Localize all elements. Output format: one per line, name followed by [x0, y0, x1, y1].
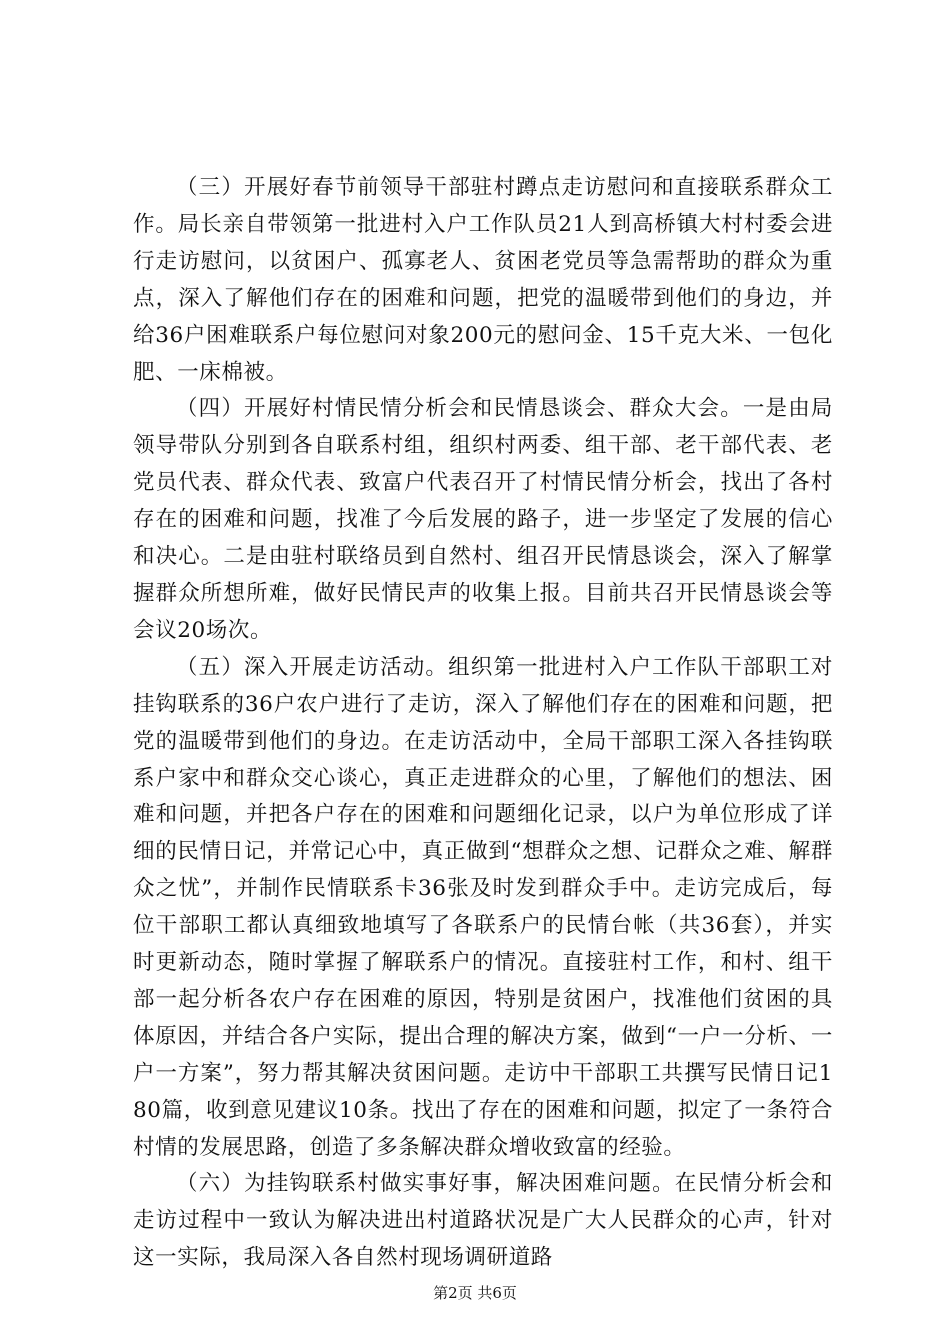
paragraph-three: （三）开展好春节前领导干部驻村蹲点走访慰问和直接联系群众工作。局长亲自带领第一批进村入户工作队员21人到高桥镇大村村委会进行走访慰问，以贫困户、孤寡老人、贫困老党员等急需帮助的群众为重点，深入了解他们存在的困难和问题，把党的温暖带到他们的身边，并给36户困难联系户每位慰问对象200元的慰问金、15千克大米、一包化肥、一床棉被。	[133, 175, 833, 385]
page-total: 共6页	[477, 1284, 517, 1302]
document-body	[133, 170, 833, 1277]
paragraph-four: （四）开展好村情民情分析会和民情恳谈会、群众大会。一是由局领导带队分别到各自联系村组，组织村两委、组干部、老干部代表、老党员代表、群众代表、致富户代表召开了村情民情分析会，找出了各村存在的困难和问题，找准了今后发展的路子，进一步坚定了发展的信心和决心。二是由驻村联络员到自然村、组召开民情恳谈会，深入了解掌握群众所想所难，做好民情民声的收集上报。目前共召开民情恳谈会等会议20场次。	[133, 396, 833, 643]
page-number: 第2页	[433, 1284, 473, 1302]
page-footer	[0, 1283, 950, 1303]
paragraph-six: （六）为挂钩联系村做实事好事，解决困难问题。在民情分析会和走访过程中一致认为解决进出村道路状况是广大人民群众的心声，针对这一实际，我局深入各自然村现场调研道路	[133, 1171, 833, 1271]
paragraph-five: （五）深入开展走访活动。组织第一批进村入户工作队干部职工对挂钩联系的36户农户进行了走访，深入了解他们存在的困难和问题，把党的温暖带到他们的身边。在走访活动中，全局干部职工深入各挂钩联系户家中和群众交心谈心，真正走进群众的心里，了解他们的想法、困难和问题，并把各户存在的困难和问题细化记录，以户为单位形成了详细的民情日记，并常记心中，真正做到“想群众之想、记群众之难、解群众之忧”，并制作民情联系卡36张及时发到群众手中。走访完成后，每位干部职工都认真细致地填写了各联系户的民情台帐（共36套），并实时更新动态，随时掌握了解联系户的情况。直接驻村工作，和村、组干部一起分析各农户存在困难的原因，特别是贫困户，找准他们贫困的具体原因，并结合各户实际，提出合理的解决方案，做到“一户一分析、一户一方案”，努力帮其解决贫困问题。走访中干部职工共撰写民情日记180篇，收到意见建议10条。找出了存在的困难和问题，拟定了一条符合村情的发展思路，创造了多条解决群众增收致富的经验。	[133, 654, 833, 1160]
